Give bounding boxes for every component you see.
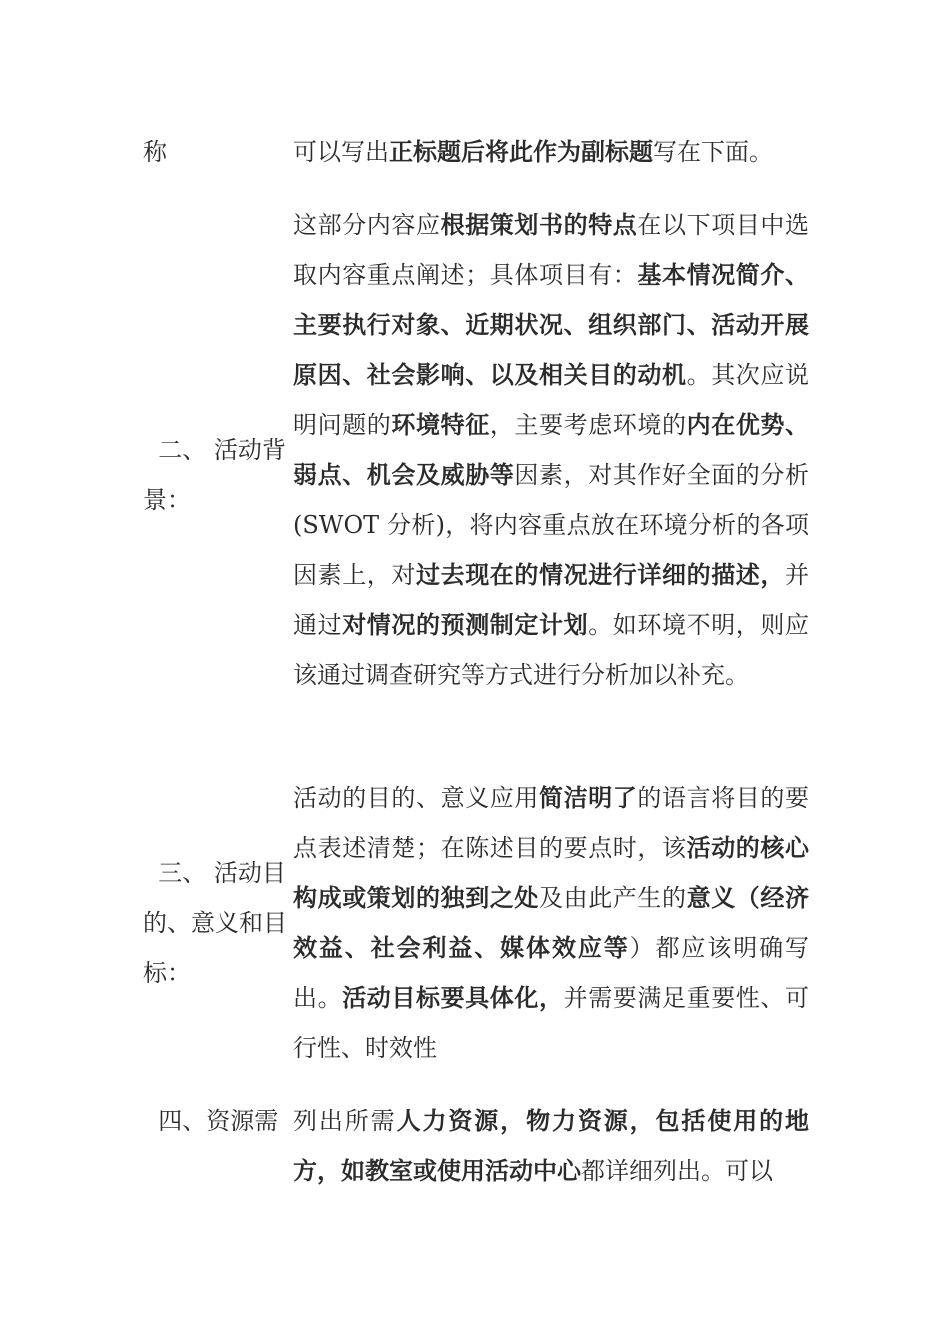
row2-label: 二、 活动背景： (143, 436, 286, 514)
row3-label: 三、 活动目的、意义和目标： (143, 859, 287, 987)
row1-label: 称 (143, 138, 167, 166)
text-run-2: 的语言将目的要点表述清楚；在陈述目的要点时，该 (293, 784, 810, 862)
bold-run-11: 对情况的预测制定计划 (342, 611, 589, 639)
text-run-0: 可以写出 (293, 138, 389, 166)
bold-run-9: 过去现在的情况进行详细的描述， (416, 561, 785, 589)
text-run-2: 在以下项目中选取内容重点阐述；具体项目有： (293, 211, 810, 289)
text-run-8: 并需要满足重要性、可行性、时效性 (293, 984, 810, 1062)
row3-content (293, 773, 809, 1073)
bold-run-1: 正标题后将此作为副标题 (389, 138, 653, 166)
bold-run-5: 意义（经济效益、社会利益、媒体效应等 (293, 884, 810, 962)
row1-content (293, 127, 809, 177)
bold-run-1: 人力资源，物力资源，包括使用的地方，如教室或使用活动中心 (293, 1107, 810, 1185)
text-run-2: 都详细列出。可以 (581, 1157, 773, 1185)
text-run-6: ）都应该明确写出。 (293, 934, 810, 1012)
text-run-10: 并通过 (293, 561, 809, 639)
bold-run-5: 环境特征 (391, 411, 490, 439)
text-run-4: 。其次应说明问题的 (293, 361, 810, 439)
bold-run-7: 活动目标要具体化， (342, 984, 564, 1012)
bold-run-1: 根据策划书的特点 (440, 211, 638, 239)
bold-run-7: 内在优势、弱点、机会及威胁等 (293, 411, 810, 489)
text-run-4: 及由此产生的 (539, 884, 687, 912)
row4-content (293, 1096, 809, 1196)
text-run-6: ，主要考虑环境的 (489, 411, 687, 439)
text-run-0: 活动的目的、意义应用 (293, 784, 539, 812)
row4-label: 四、资源需 (143, 1107, 279, 1135)
text-run-12: 。如环境不明，则应该通过调查研究等方式进行分析加以补充。 (293, 611, 810, 689)
bold-run-3: 基本情况简介、主要执行对象、近期状况、组织部门、活动开展原因、社会影响、以及相关目的动机 (293, 261, 810, 389)
text-run-0: 这部分内容应 (293, 211, 441, 239)
bold-run-1: 简洁明了 (539, 784, 638, 812)
row2-content (293, 200, 809, 700)
text-run-0: 列出所需 (293, 1107, 397, 1135)
text-run-2: 写在下面。 (653, 138, 773, 166)
bold-run-3: 活动的核心构成或策划的独到之处 (293, 834, 810, 912)
text-run-8: 因素，对其作好全面的分析(SWOT 分析)，将内容重点放在环境分析的各项因素上，对 (293, 461, 810, 589)
